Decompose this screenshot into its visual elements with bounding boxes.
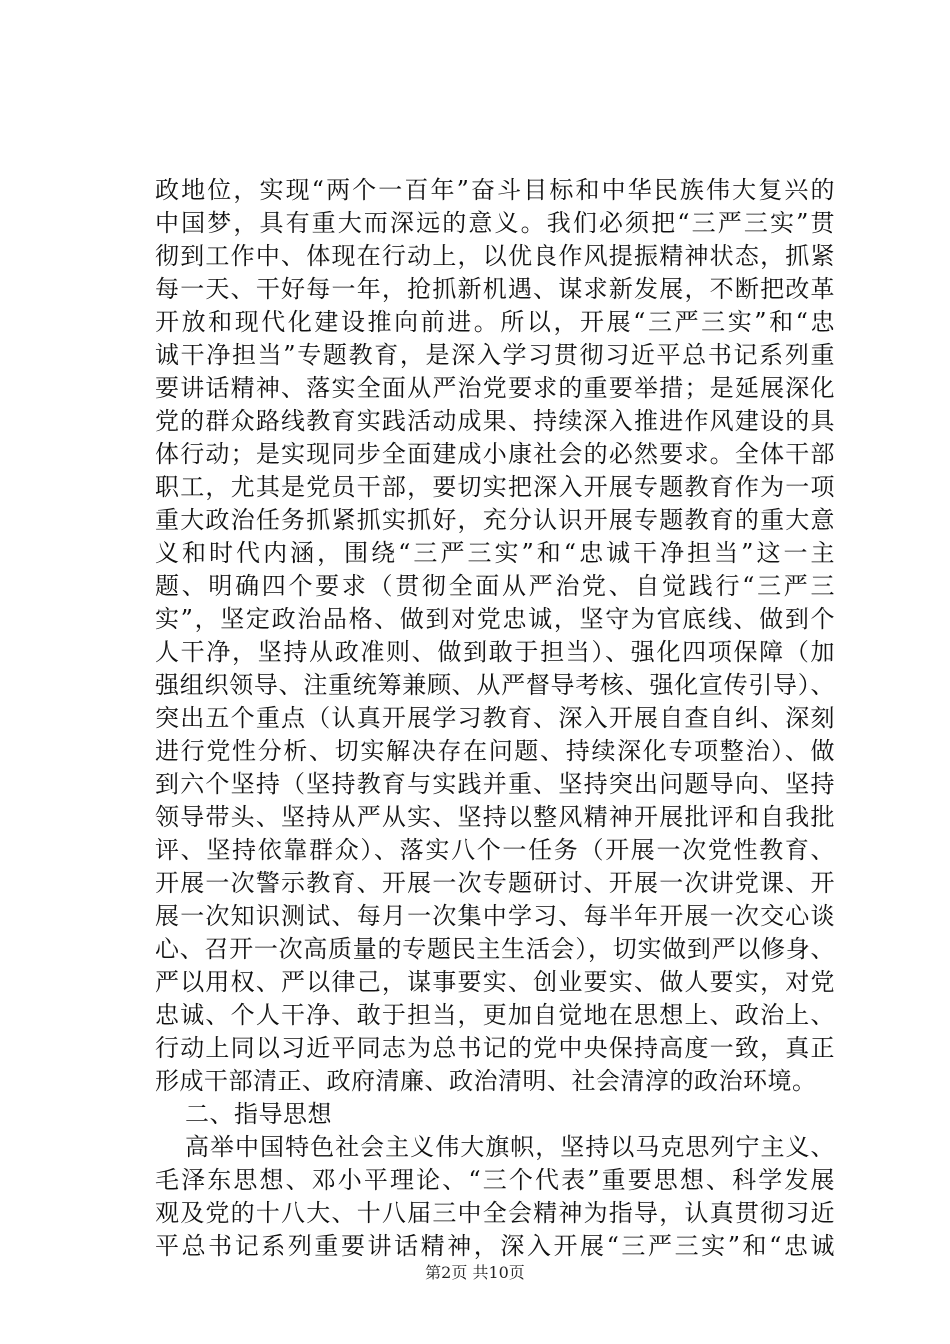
- text-line: 到六个坚持（坚持教育与实践并重、坚持突出问题导向、坚持: [155, 770, 835, 798]
- text-line: 诚干净担当”专题教育，是深入学习贯彻习近平总书记系列重: [155, 341, 835, 369]
- text-line: 人干净，坚持从政准则、做到敢于担当）、强化四项保障（加: [155, 638, 835, 666]
- text-line: 党的群众路线教育实践活动成果、持续深入推进作风建设的具: [155, 407, 835, 435]
- text-line: 突出五个重点（认真开展学习教育、深入开展自查自纠、深刻: [155, 704, 835, 732]
- document-body: [155, 174, 835, 1263]
- text-line: 强组织领导、注重统筹兼顾、从严督导考核、强化宣传引导）、: [155, 671, 835, 699]
- text-line: 每一天、干好每一年，抢抓新机遇、谋求新发展，不断把改革: [155, 275, 835, 303]
- text-line: 开放和现代化建设推向前进。所以，开展“三严三实”和“忠: [155, 308, 835, 336]
- text-line: 政地位，实现“两个一百年”奋斗目标和中华民族伟大复兴的: [155, 176, 835, 204]
- paragraph-1: [155, 174, 835, 1098]
- text-line: 体行动；是实现同步全面建成小康社会的必然要求。全体干部: [155, 440, 835, 468]
- text-line: 评、坚持依靠群众）、落实八个一任务（开展一次党性教育、: [155, 836, 835, 864]
- text-line: 忠诚、个人干净、敢于担当，更加自觉地在思想上、政治上、: [155, 1001, 835, 1029]
- text-line: 义和时代内涵，围绕“三严三实”和“忠诚干净担当”这一主: [155, 539, 835, 567]
- text-line: 形成干部清正、政府清廉、政治清明、社会清淳的政治环境。: [155, 1067, 817, 1095]
- text-line: 开展一次警示教育、开展一次专题研讨、开展一次讲党课、开: [155, 869, 835, 897]
- page-number: 第2页 共10页: [425, 1263, 525, 1282]
- paragraph-2: [155, 1131, 835, 1263]
- text-line: 展一次知识测试、每月一次集中学习、每半年开展一次交心谈: [155, 902, 835, 930]
- text-line: 平总书记系列重要讲话精神，深入开展“三严三实”和“忠诚: [155, 1232, 835, 1260]
- text-line: 要讲话精神、落实全面从严治党要求的重要举措；是延展深化: [155, 374, 835, 402]
- text-line: 实”，坚定政治品格、做到对党忠诚，坚守为官底线、做到个: [155, 605, 835, 633]
- section-heading: 二、指导思想: [185, 1100, 332, 1128]
- text-line: 重大政治任务抓紧抓实抓好，充分认识开展专题教育的重大意: [155, 506, 835, 534]
- text-line: 高举中国特色社会主义伟大旗帜，坚持以马克思列宁主义、: [185, 1133, 835, 1161]
- text-line: 进行党性分析、切实解决存在问题、持续深化专项整治）、做: [155, 737, 835, 765]
- text-line: 严以用权、严以律己，谋事要实、创业要实、做人要实，对党: [155, 968, 835, 996]
- text-line: 心、召开一次高质量的专题民主生活会），切实做到严以修身、: [155, 935, 835, 963]
- text-line: 领导带头、坚持从严从实、坚持以整风精神开展批评和自我批: [155, 803, 835, 831]
- text-line: 行动上同以习近平同志为总书记的党中央保持高度一致，真正: [155, 1034, 835, 1062]
- text-line: 观及党的十八大、十八届三中全会精神为指导，认真贯彻习近: [155, 1199, 835, 1227]
- text-line: 彻到工作中、体现在行动上，以优良作风提振精神状态，抓紧: [155, 242, 835, 270]
- text-line: 中国梦，具有重大而深远的意义。我们必须把“三严三实”贯: [155, 209, 835, 237]
- text-line: 题、明确四个要求（贯彻全面从严治党、自觉践行“三严三: [155, 572, 835, 600]
- text-line: 职工，尤其是党员干部，要切实把深入开展专题教育作为一项: [155, 473, 835, 501]
- text-line: 毛泽东思想、邓小平理论、“三个代表”重要思想、科学发展: [155, 1166, 835, 1194]
